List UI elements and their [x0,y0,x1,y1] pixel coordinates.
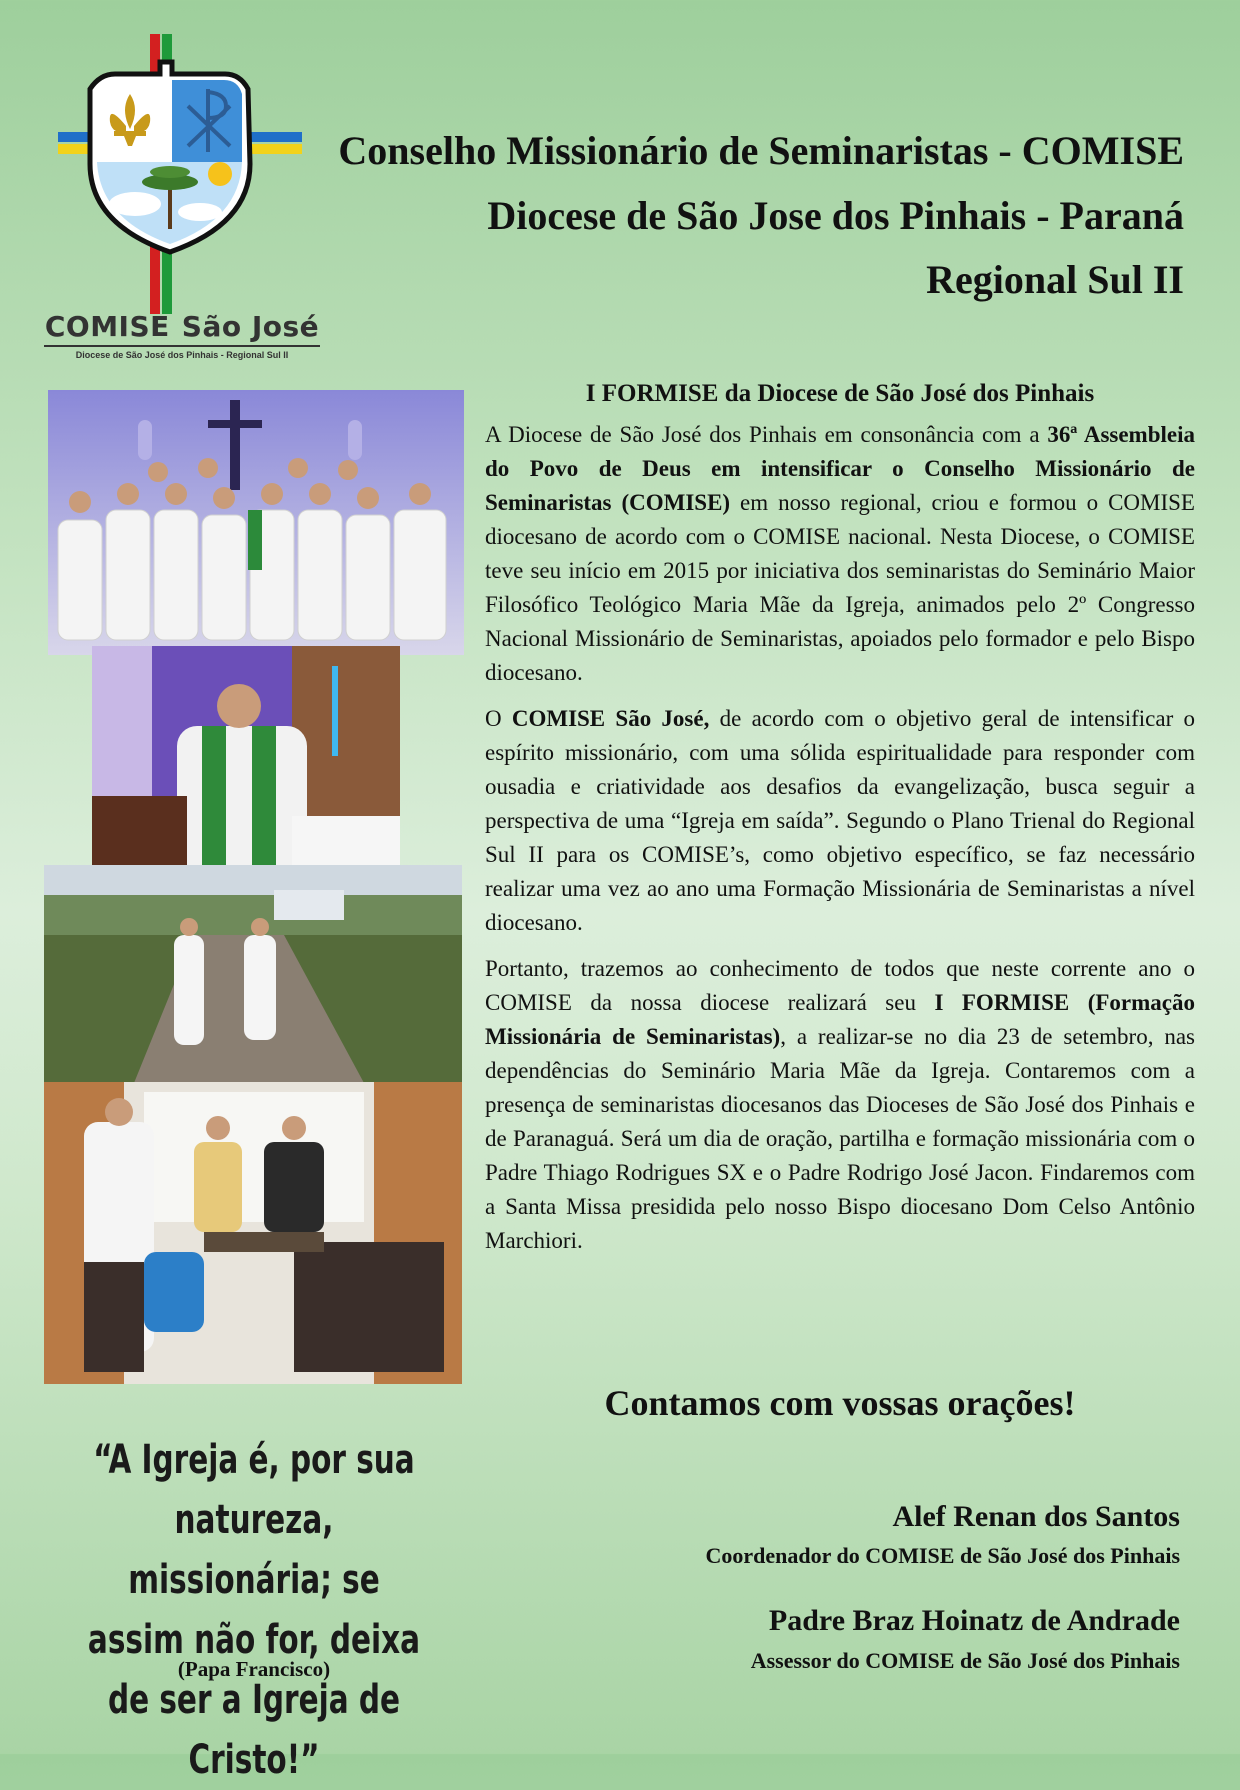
signature-role-advisor: Assessor do COMISE de São José dos Pinhais [750,1648,1180,1673]
papal-quote: “A Igreja é, por sua natureza, missionária; se assim não for, deixa de ser a Igreja de Cristo!” [87,1437,421,1783]
closing-line: Contamos com vossas orações! [604,1383,1076,1423]
logo-subtitle: Diocese de São José dos Pinhais - Regional Sul II [44,345,320,360]
signature-role-coordinator: Coordenador do COMISE de São José dos Pinhais [705,1543,1180,1568]
photo-seminarians-group [48,390,464,655]
photo-priest-preaching [92,646,400,878]
photo-walking-road [44,865,462,1083]
signature-name-advisor: Padre Braz Hoinatz de Andrade [768,1604,1180,1637]
header-line-3: Regional Sul II [926,257,1184,302]
article-paragraph-2: O COMISE São José, de acordo com o objetivo geral de intensificar o espírito missionário, com uma sólida espiritualidade para responder com ousadia e criatividade aos desafios da evangelização, busca seguir a perspectiva de uma “Igreja em saída”. Segundo o Plano Trienal do Regional Sul II para os COMISE’s, como objetivo específico, se faz necessário realizar uma vez ao ano uma Formação Missionária de Seminaristas a nível diocesano. [485,706,1195,935]
signature-name-coordinator: Alef Renan dos Santos [892,1500,1180,1533]
quote-author: (Papa Francisco) [177,1657,331,1681]
header-line-1: Conselho Missionário de Seminaristas - COMISE [338,128,1184,173]
logo-text [44,310,320,360]
photo-house-visit [44,1082,462,1384]
article [485,380,1195,1270]
logo-wordmark: COMISE São José [44,310,320,343]
article-paragraph-1: A Diocese de São José dos Pinhais em consonância com a 36ª Assembleia do Povo de Deus em intensificar o Conselho Missionário de Seminaristas (COMISE) em nosso regional, criou e formou o COMISE diocesano de acordo com o COMISE nacional. Nesta Diocese, o COMISE teve seu início em 2015 por iniciativa dos seminaristas do Seminário Maior Filosófico Teológico Maria Mãe da Igreja, animados pelo 2º Congresso Nacional Missionário de Seminaristas, apoiados pelo formador e pelo Bispo diocesano. [485,422,1196,685]
article-title: I FORMISE da Diocese de São José dos Pinhais [585,380,1095,407]
article-paragraph-3: Portanto, trazemos ao conhecimento de todos que neste corrente ano o COMISE da nossa diocese realizará seu I FORMISE (Formação Missionária de Seminaristas), a realizar-se no dia 23 de setembro, nas dependências do Seminário Maria Mãe da Igreja. Contaremos com a presença de seminaristas diocesanos das Dioceses de São José dos Pinhais e de Paranaguá. Será um dia de oração, partilha e formação missionária com o Padre Thiago Rodrigues SX e o Padre Rodrigo José Jacon. Findaremos com a Santa Missa presidida pelo nosso Bispo diocesano Dom Celso Antônio Marchiori. [485,956,1195,1253]
header-line-2: Diocese de São Jose dos Pinhais - Paraná [487,193,1184,238]
